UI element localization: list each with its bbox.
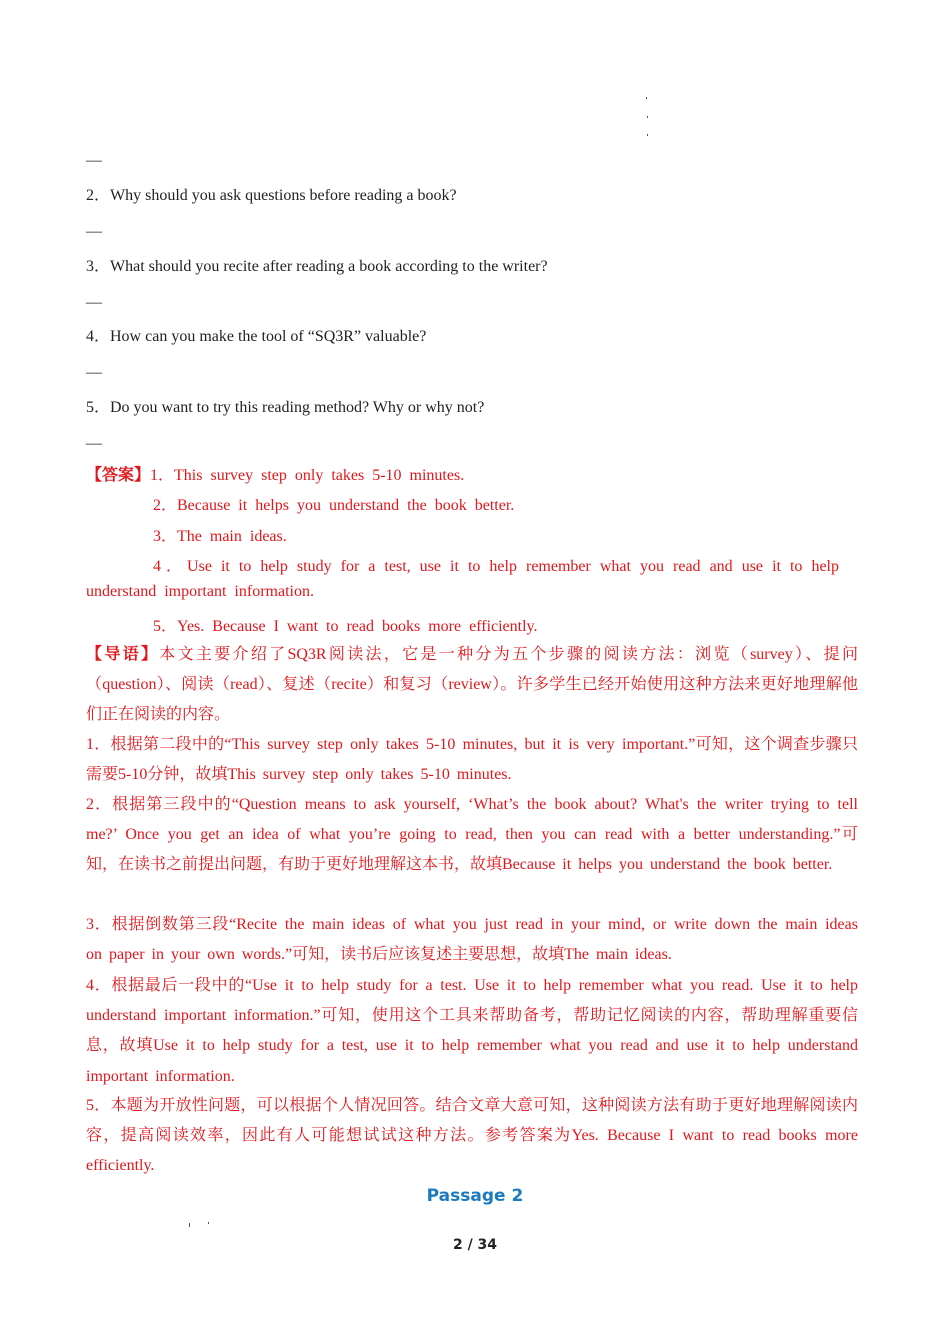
question-3: 3．What should you recite after reading a book according to the writer? — [86, 258, 548, 275]
answer-blank: — — [86, 364, 102, 381]
explanation-5: 5．本题为开放性问题，可以根据个人情况回答。结合文章大意可知，这种阅读方法有助于更好地理解阅读内容，提高阅读效率，因此有人可能想试试这种方法。参考答案为Yes. Because I want to read books more efficiently. — [86, 1097, 858, 1175]
answer-line-1: 【答案】1．This survey step only takes 5-10 minutes. — [86, 467, 465, 484]
explanation-4: 4．根据最后一段中的“Use it to help study for a test. Use it to help remember what you read. Use it to help understand important information.”可知，使用这个工具来帮助备考，帮助记忆阅读的内容，帮助理解重要信息，故填Use it to help study for a test, use it to help remember what you read and use it to help understand important information. — [86, 977, 858, 1085]
answer-line-4: 4．Use it to help study for a test, use it to help remember what you read and use it to help — [153, 558, 839, 575]
answer-line-5: 5．Yes. Because I want to read books more efficiently. — [153, 618, 538, 635]
answer-line-2: 2．Because it helps you understand the book better. — [153, 497, 515, 514]
question-5: 5．Do you want to try this reading method? Why or why not? — [86, 399, 485, 416]
scan-speck — [647, 116, 648, 118]
question-4: 4．How can you make the tool of “SQ3R” valuable? — [86, 328, 427, 345]
answer-line-3: 3．The main ideas. — [153, 528, 287, 545]
answer-blank: — — [86, 435, 102, 452]
question-2: 2．Why should you ask questions before reading a book? — [86, 187, 457, 204]
guide-tag: 【导语】 — [86, 646, 160, 663]
guide-paragraph: 【导语】本文主要介绍了SQ3R阅读法，它是一种分为五个步骤的阅读方法：浏览（survey）、提问（question）、阅读（read）、复述（recite）和复习（review）。许多学生已经开始使用这种方法来更好地理解他们正在阅读的内容。 — [86, 646, 858, 724]
page-number: 2 / 34 — [452, 1237, 498, 1253]
answer-tag: 【答案】 — [86, 467, 151, 484]
explanation-1: 1．根据第二段中的“This survey step only takes 5-10 minutes, but it is very important.”可知，这个调查步骤只需要5-10分钟，故填This survey step only takes 5-10 minutes. — [86, 736, 858, 784]
scan-speck — [208, 1222, 209, 1224]
answer-blank: — — [86, 223, 102, 240]
answer-blank: — — [86, 152, 102, 169]
section-heading: Passage 2 — [426, 1186, 524, 1206]
answer-blank: — — [86, 294, 102, 311]
explanation-2: 2．根据第三段中的“Question means to ask yourself, ‘What’s the book about? What's the writer trying to tell me?’ Once you get an idea of what you’re going to read, then you can read with a better understanding.”可知，在读书之前提出问题，有助于更好地理解这本书，故填Because it helps you understand the book better. — [86, 796, 858, 874]
answer-line-4-cont: understand important information. — [86, 583, 314, 600]
scan-speck — [646, 97, 647, 99]
scan-speck — [189, 1223, 190, 1227]
scan-speck — [647, 134, 648, 136]
explanation-3: 3．根据倒数第三段“Recite the main ideas of what you just read in your mind, or write down the main ideas on paper in your own words.”可知，读书后应该复述主要思想，故填The main ideas. — [86, 916, 858, 964]
